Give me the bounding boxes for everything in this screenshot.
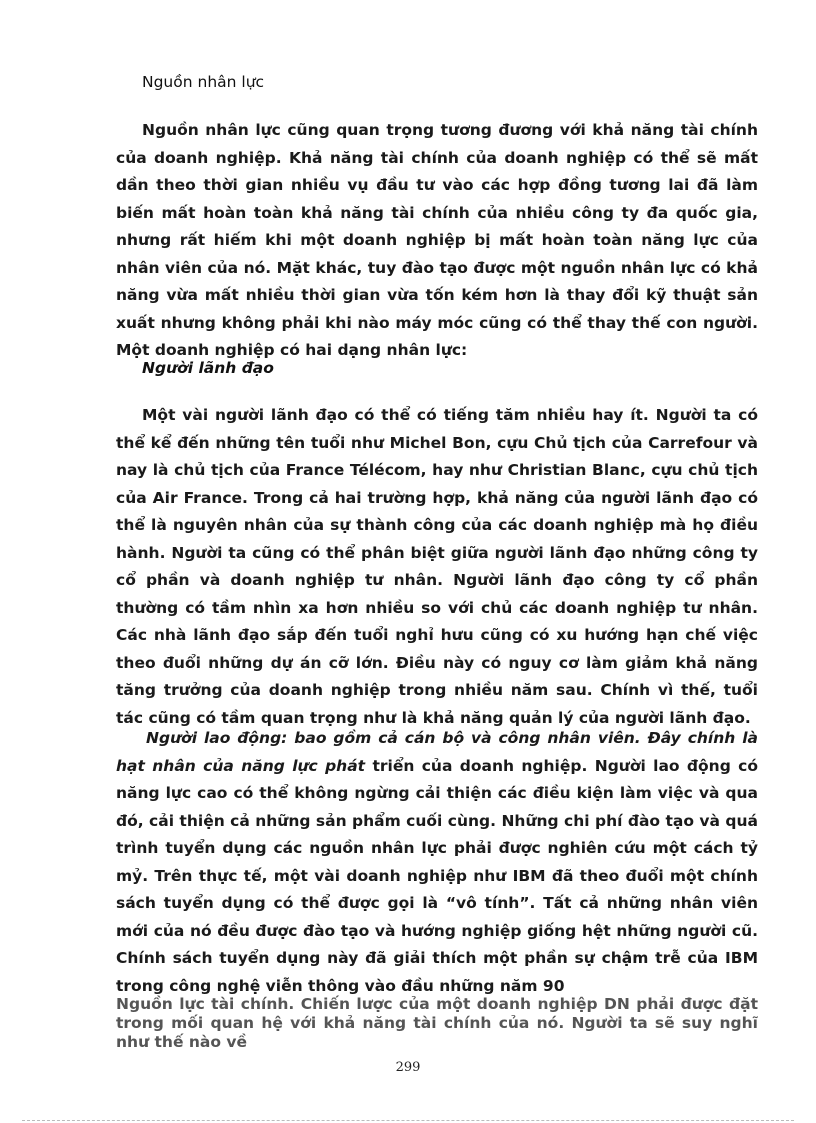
subheading-leader: Người lãnh đạo [142, 359, 274, 377]
section-heading: Nguồn nhân lực [142, 73, 265, 91]
paragraph-workers [116, 725, 758, 1000]
paragraph-financial-resources: Nguồn lực tài chính. Chiến lược của một doanh nghiệp DN phải được đặt trong mối quan hệ với khả năng tài chính của nó. Người ta sẽ suy nghĩ như thế nào về [116, 995, 758, 1051]
page-number: 299 [395, 1060, 421, 1075]
paragraph-workers-body: triển của doanh nghiệp. Người lao động có năng lực cao có thể không ngừng cải thiện các điều kiện làm việc và qua đó, cải thiện cả những sản phẩm cuối cùng. Những chi phí đào tạo và quá trình tuyển dụng các nguồn nhân lực phải được nghiên cứu một cách tỷ mỷ. Trên thực tế, một vài doanh nghiệp như IBM đã theo đuổi một chính sách tuyển dụng có thể được gọi là “vô tính”. Tất cả những nhân viên mới của nó đều được đào tạo và hướng nghiệp giống hệt những người cũ. Chính sách tuyển dụng này đã giải thích một phần sự chậm trễ của IBM trong công nghệ viễn thông vào đầu những năm 90 [116, 756, 758, 995]
page-bottom-divider [22, 1120, 794, 1121]
paragraph-human-resources: Nguồn nhân lực cũng quan trọng tương đương với khả năng tài chính của doanh nghiệp. Khả năng tài chính của doanh nghiệp có thể sẽ mất dần theo thời gian nhiều vụ đầu tư vào các hợp đồng tương lai đã làm biến mất hoàn toàn khả năng tài chính của nhiều công ty đa quốc gia, nhưng rất hiếm khi một doanh nghiệp bị mất hoàn toàn năng lực của nhân viên của nó. Mặt khác, tuy đào tạo được một nguồn nhân lực có khả năng vừa mất nhiều thời gian vừa tốn kém hơn là thay đổi kỹ thuật sản xuất nhưng không phải khi nào máy móc cũng có thể thay thế con người. Một doanh nghiệp có hai dạng nhân lực: [116, 121, 758, 359]
paragraph-workers-lead: Người lao động: bao gồm cả cán bộ và công nhân viên. Đây chính là hạt nhân của năng lực phát [116, 729, 758, 775]
paragraph-leaders: Một vài người lãnh đạo có thể có tiếng tăm nhiều hay ít. Người ta có thể kể đến những tên tuổi như Michel Bon, cựu Chủ tịch của Carrefour và nay là chủ tịch của France Télécom, hay như Christian Blanc, cựu chủ tịch của Air France. Trong cả hai trường hợp, khả năng của người lãnh đạo có thể là nguyên nhân của sự thành công của các doanh nghiệp mà họ điều hành. Người ta cũng có thể phân biệt giữa người lãnh đạo những công ty cổ phần và doanh nghiệp tư nhân. Người lãnh đạo công ty cổ phần thường có tầm nhìn xa hơn nhiều so với chủ các doanh nghiệp tư nhân. Các nhà lãnh đạo sắp đến tuổi nghỉ hưu cũng có xu hướng hạn chế việc theo đuổi những dự án cỡ lớn. Điều này có nguy cơ làm giảm khả năng tăng trưởng của doanh nghiệp trong nhiều năm sau. Chính vì thế, tuổi tác cũng có tầm quan trọng như là khả năng quản lý của người lãnh đạo. [116, 406, 758, 727]
